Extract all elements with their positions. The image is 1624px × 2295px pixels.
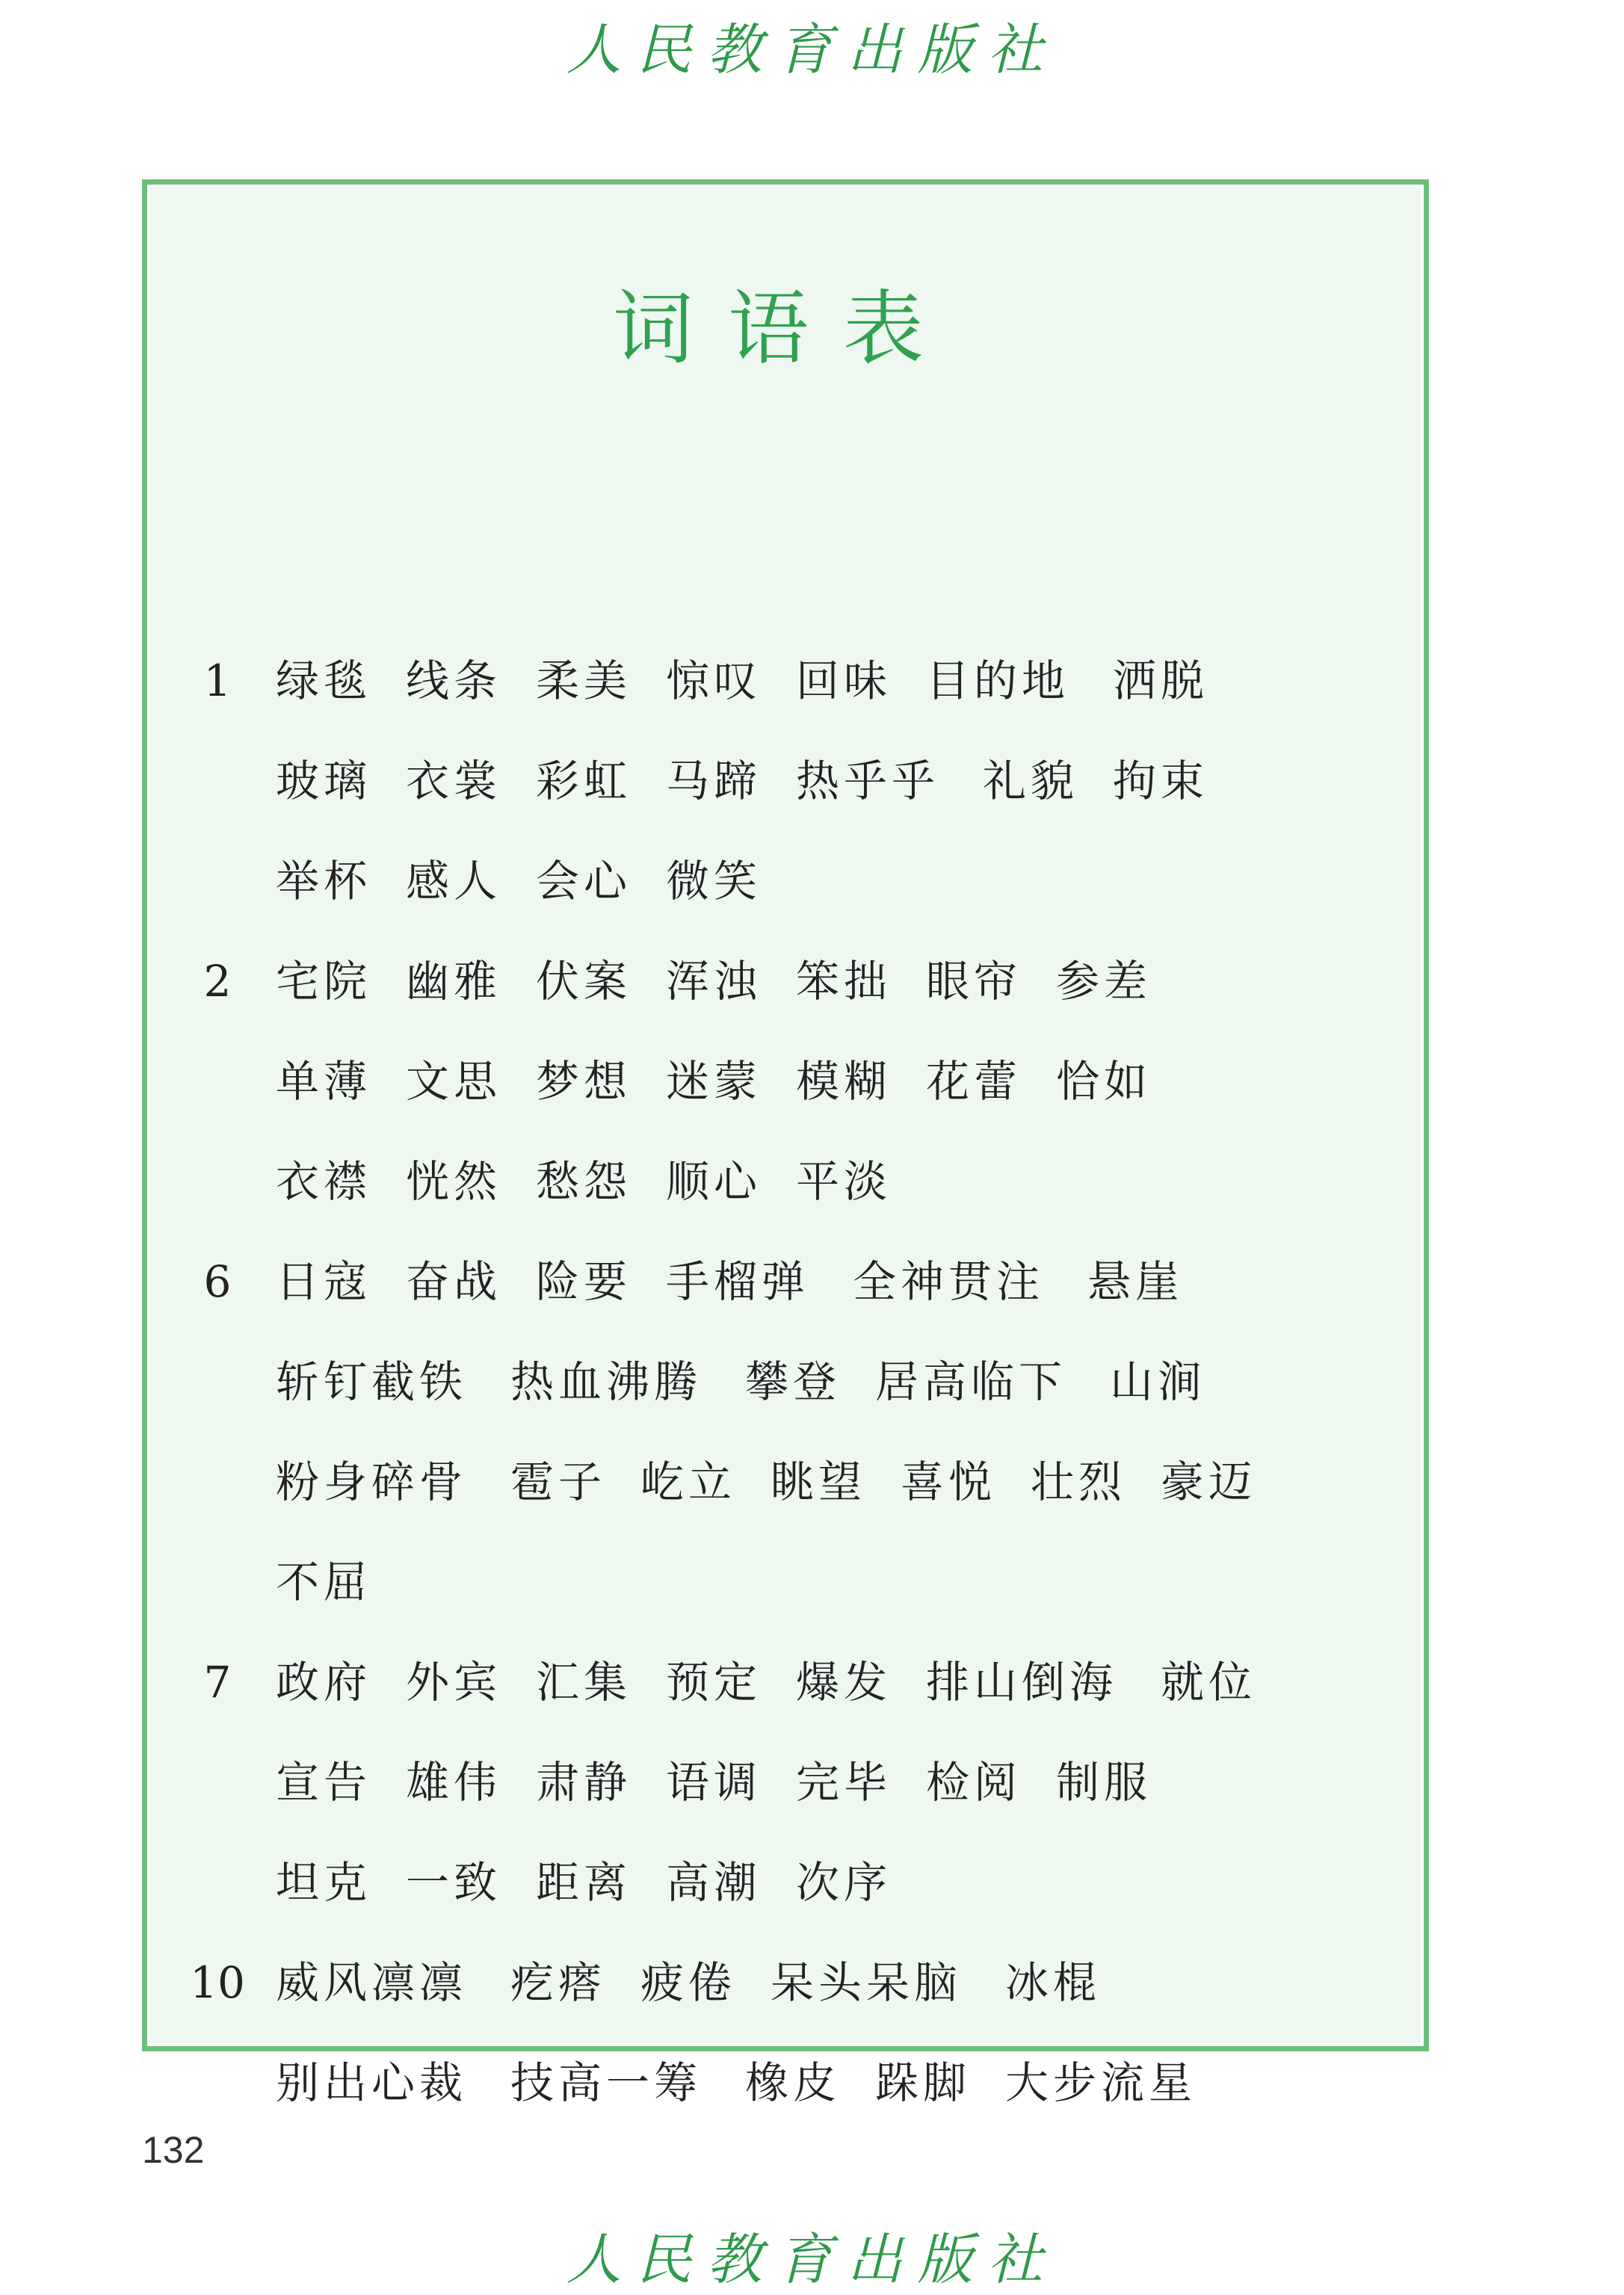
vocab-word: 攀登 bbox=[745, 1356, 842, 1407]
vocabulary-list bbox=[150, 188, 1421, 2108]
vocab-word: 肃静 bbox=[536, 1757, 632, 1808]
vocab-word: 坦克 bbox=[276, 1857, 372, 1908]
vocab-word: 雄伟 bbox=[406, 1757, 502, 1808]
vocab-word: 悬崖 bbox=[1087, 1256, 1184, 1307]
vocab-word: 山涧 bbox=[1110, 1356, 1206, 1407]
vocab-word: 热血沸腾 bbox=[510, 1356, 703, 1407]
vocab-word: 衣裳 bbox=[406, 756, 502, 806]
unit-number: 1 bbox=[203, 655, 232, 706]
vocab-word: 彩虹 bbox=[536, 756, 632, 806]
vocab-word: 手榴弹 bbox=[666, 1256, 810, 1307]
vocab-word: 政府 bbox=[276, 1657, 372, 1708]
vocab-word: 恰如 bbox=[1056, 1056, 1152, 1107]
vocab-word: 豪迈 bbox=[1161, 1457, 1257, 1507]
vocab-word: 距离 bbox=[536, 1857, 632, 1908]
vocab-word: 粉身碎骨 bbox=[276, 1457, 468, 1507]
vocab-word: 礼貌 bbox=[983, 756, 1079, 806]
unit-number: 7 bbox=[203, 1657, 232, 1708]
vocab-row bbox=[150, 844, 1406, 918]
vocab-word: 热乎乎 bbox=[796, 756, 940, 806]
vocab-word: 威风凛凛 bbox=[276, 1957, 468, 2008]
vocab-word: 大步流星 bbox=[1005, 2057, 1197, 2108]
vocab-word: 排山倒海 bbox=[926, 1657, 1118, 1708]
page-title: 词语表 bbox=[612, 282, 958, 376]
vocab-word: 洒脱 bbox=[1113, 655, 1209, 706]
vocab-word: 衣襟 bbox=[276, 1156, 372, 1207]
vocab-row bbox=[150, 1044, 1406, 1119]
vocab-word: 目的地 bbox=[926, 655, 1070, 706]
vocab-word: 险要 bbox=[536, 1256, 632, 1307]
vocab-row bbox=[150, 1745, 1406, 1820]
vocab-word: 宅院 bbox=[276, 956, 372, 1007]
vocab-word: 完毕 bbox=[796, 1757, 892, 1808]
vocab-word: 柔美 bbox=[536, 655, 632, 706]
vocab-word: 斩钉截铁 bbox=[276, 1356, 468, 1407]
vocab-word: 单薄 bbox=[276, 1056, 372, 1107]
vocab-word: 浑浊 bbox=[666, 956, 762, 1007]
vocab-word: 平淡 bbox=[796, 1156, 892, 1207]
vocab-word: 不屈 bbox=[276, 1557, 372, 1607]
vocab-word: 幽雅 bbox=[406, 956, 502, 1007]
vocab-word: 笨拙 bbox=[796, 956, 892, 1007]
vocab-word: 伏案 bbox=[536, 956, 632, 1007]
vocab-word: 愁怨 bbox=[536, 1156, 632, 1207]
vocab-word: 检阅 bbox=[926, 1757, 1022, 1808]
vocab-word: 次序 bbox=[796, 1857, 892, 1908]
vocabulary-panel bbox=[147, 185, 1424, 2108]
vocab-word: 别出心裁 bbox=[276, 2057, 468, 2108]
vocab-word: 举杯 bbox=[276, 856, 372, 906]
vocab-word: 参差 bbox=[1056, 956, 1152, 1007]
unit-number: 6 bbox=[203, 1256, 232, 1307]
vocab-word: 就位 bbox=[1161, 1657, 1257, 1708]
vocab-word: 预定 bbox=[666, 1657, 762, 1708]
unit-number: 10 bbox=[190, 1957, 245, 2008]
vocab-word: 雹子 bbox=[510, 1457, 607, 1507]
vocab-word: 顺心 bbox=[666, 1156, 762, 1207]
vocab-word: 语调 bbox=[666, 1757, 762, 1808]
publisher-header: 人民教育出版社 bbox=[566, 18, 1058, 82]
vocab-word: 迷蒙 bbox=[666, 1056, 762, 1107]
vocab-word: 回味 bbox=[796, 655, 892, 706]
vocab-word: 冰棍 bbox=[1005, 1957, 1102, 2008]
vocab-word: 马蹄 bbox=[666, 756, 762, 806]
vocab-word: 橡皮 bbox=[745, 2057, 842, 2108]
vocab-word: 喜悦 bbox=[901, 1457, 997, 1507]
vocab-word: 恍然 bbox=[406, 1156, 502, 1207]
vocab-row bbox=[150, 1244, 1406, 1319]
vocabulary-frame bbox=[142, 179, 1429, 2108]
vocab-word: 汇集 bbox=[536, 1657, 632, 1708]
vocab-row bbox=[150, 1645, 1406, 1720]
vocab-word: 技高一筹 bbox=[510, 2057, 703, 2108]
vocab-word: 全神贯注 bbox=[853, 1256, 1045, 1307]
page-number: 132 bbox=[142, 2129, 205, 2171]
vocab-row bbox=[150, 1945, 1406, 2020]
vocab-word: 日寇 bbox=[276, 1256, 372, 1307]
vocab-row bbox=[150, 1445, 1406, 1519]
vocab-row bbox=[150, 1545, 1406, 1619]
unit-number: 2 bbox=[203, 956, 232, 1007]
vocab-word: 会心 bbox=[536, 856, 632, 906]
vocab-row bbox=[150, 643, 1406, 718]
vocab-word: 绿毯 bbox=[276, 655, 372, 706]
vocab-word: 梦想 bbox=[536, 1056, 632, 1107]
publisher-footer: 人民教育出版社 bbox=[566, 2228, 1058, 2292]
vocab-row bbox=[150, 1845, 1406, 1920]
vocab-row bbox=[150, 1344, 1406, 1419]
vocab-word: 惊叹 bbox=[666, 655, 762, 706]
vocab-word: 文思 bbox=[406, 1056, 502, 1107]
vocab-word: 花蕾 bbox=[926, 1056, 1022, 1107]
vocab-word: 宣告 bbox=[276, 1757, 372, 1808]
vocab-row bbox=[150, 744, 1406, 818]
vocab-word: 呆头呆脑 bbox=[771, 1957, 963, 2008]
vocab-word: 玻璃 bbox=[276, 756, 372, 806]
vocab-word: 眼帘 bbox=[926, 956, 1022, 1007]
vocab-word: 居高临下 bbox=[875, 1356, 1067, 1407]
vocab-word: 制服 bbox=[1056, 1757, 1152, 1808]
vocab-word: 微笑 bbox=[666, 856, 762, 906]
vocab-word: 眺望 bbox=[771, 1457, 867, 1507]
vocab-word: 外宾 bbox=[406, 1657, 502, 1708]
vocab-word: 模糊 bbox=[796, 1056, 892, 1107]
vocab-word: 跺脚 bbox=[875, 2057, 972, 2108]
vocab-word: 疲倦 bbox=[640, 1957, 737, 2008]
vocab-word: 疙瘩 bbox=[510, 1957, 607, 2008]
vocab-word: 一致 bbox=[406, 1857, 502, 1908]
vocab-word: 线条 bbox=[406, 655, 502, 706]
vocab-word: 拘束 bbox=[1113, 756, 1209, 806]
vocab-row bbox=[150, 1144, 1406, 1219]
vocab-word: 高潮 bbox=[666, 1857, 762, 1908]
vocab-word: 壮烈 bbox=[1031, 1457, 1127, 1507]
vocab-word: 屹立 bbox=[640, 1457, 737, 1507]
vocab-row bbox=[150, 2045, 1406, 2120]
vocab-word: 感人 bbox=[406, 856, 502, 906]
vocab-row bbox=[150, 944, 1406, 1019]
vocab-word: 爆发 bbox=[796, 1657, 892, 1708]
vocab-word: 奋战 bbox=[406, 1256, 502, 1307]
